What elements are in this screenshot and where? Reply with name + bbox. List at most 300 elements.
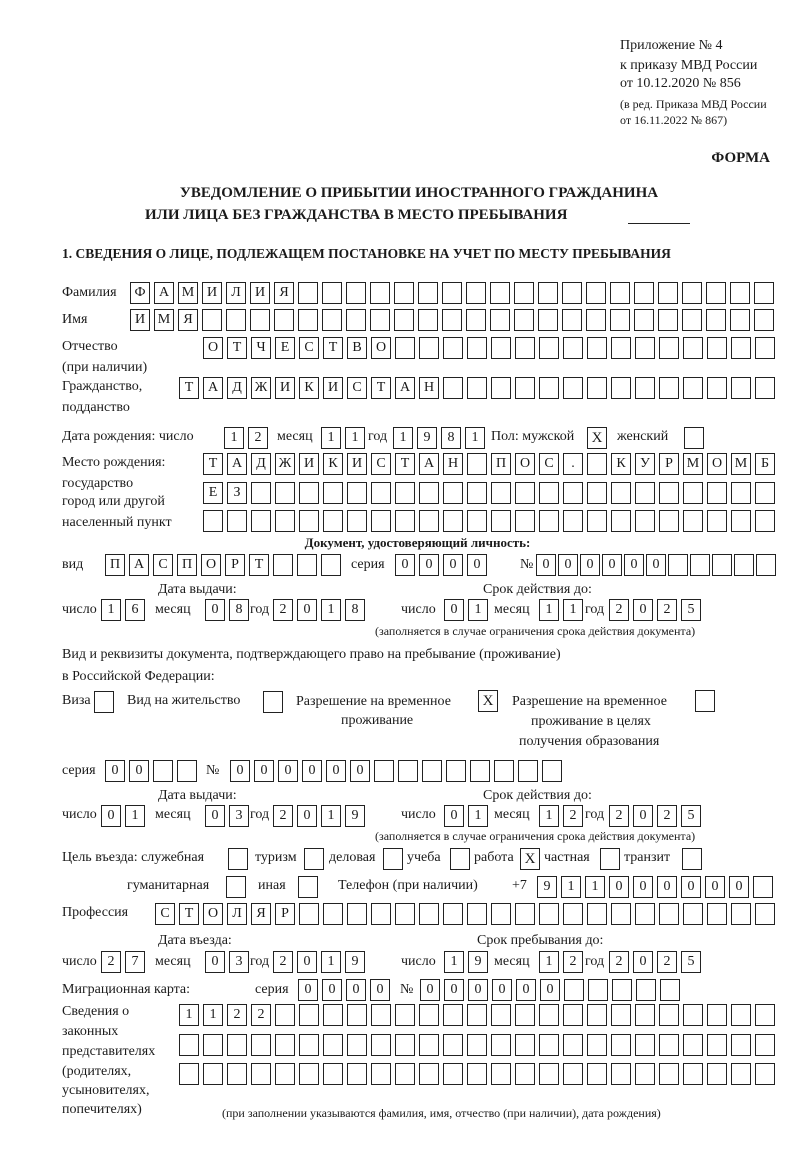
- char-box[interactable]: Т: [227, 337, 247, 359]
- id-valid-month-field[interactable]: [539, 599, 587, 621]
- birth-place-field-1[interactable]: [203, 453, 779, 475]
- char-box[interactable]: 8: [345, 599, 365, 621]
- char-box[interactable]: [611, 903, 631, 925]
- stay-valid-year-field[interactable]: [609, 805, 705, 827]
- char-box[interactable]: [203, 510, 223, 532]
- char-box[interactable]: М: [178, 282, 198, 304]
- char-box[interactable]: 1: [561, 876, 581, 898]
- char-box[interactable]: 2: [657, 805, 677, 827]
- char-box[interactable]: Т: [371, 377, 391, 399]
- char-box[interactable]: И: [130, 309, 150, 331]
- char-box[interactable]: [346, 309, 366, 331]
- char-box[interactable]: [731, 1063, 751, 1085]
- char-box[interactable]: [274, 309, 294, 331]
- char-box[interactable]: [227, 510, 247, 532]
- char-box[interactable]: [611, 1034, 631, 1056]
- char-box[interactable]: 0: [350, 760, 370, 782]
- char-box[interactable]: 0: [536, 554, 556, 576]
- char-box[interactable]: [586, 282, 606, 304]
- char-box[interactable]: [658, 282, 678, 304]
- char-box[interactable]: [538, 309, 558, 331]
- char-box[interactable]: [371, 482, 391, 504]
- char-box[interactable]: [563, 482, 583, 504]
- char-box[interactable]: [179, 1034, 199, 1056]
- char-box[interactable]: [443, 337, 463, 359]
- char-box[interactable]: [730, 309, 750, 331]
- char-box[interactable]: О: [371, 337, 391, 359]
- char-box[interactable]: [321, 554, 341, 576]
- char-box[interactable]: [418, 282, 438, 304]
- reps-field-2[interactable]: [179, 1034, 779, 1056]
- char-box[interactable]: [634, 282, 654, 304]
- char-box[interactable]: 0: [370, 979, 390, 1001]
- char-box[interactable]: [587, 510, 607, 532]
- char-box[interactable]: [611, 377, 631, 399]
- char-box[interactable]: 5: [681, 599, 701, 621]
- char-box[interactable]: 2: [609, 951, 629, 973]
- purpose-transit-checkbox[interactable]: [682, 848, 702, 870]
- char-box[interactable]: [442, 282, 462, 304]
- char-box[interactable]: [539, 1063, 559, 1085]
- char-box[interactable]: [635, 1034, 655, 1056]
- surname-field[interactable]: [130, 282, 778, 304]
- entry-year-field[interactable]: [273, 951, 369, 973]
- stay-valid-day-field[interactable]: [444, 805, 492, 827]
- char-box[interactable]: 0: [602, 554, 622, 576]
- char-box[interactable]: [755, 1034, 775, 1056]
- char-box[interactable]: [398, 760, 418, 782]
- char-box[interactable]: 0: [298, 979, 318, 1001]
- char-box[interactable]: [635, 482, 655, 504]
- char-box[interactable]: 0: [516, 979, 536, 1001]
- char-box[interactable]: 2: [273, 805, 293, 827]
- char-box[interactable]: [467, 337, 487, 359]
- stay-valid-month-field[interactable]: [539, 805, 587, 827]
- char-box[interactable]: 0: [395, 554, 415, 576]
- char-box[interactable]: [538, 282, 558, 304]
- char-box[interactable]: [683, 1063, 703, 1085]
- char-box[interactable]: 0: [419, 554, 439, 576]
- char-box[interactable]: [275, 1004, 295, 1026]
- char-box[interactable]: [683, 903, 703, 925]
- char-box[interactable]: [731, 377, 751, 399]
- char-box[interactable]: [563, 510, 583, 532]
- char-box[interactable]: [707, 1034, 727, 1056]
- char-box[interactable]: [668, 554, 688, 576]
- char-box[interactable]: [514, 309, 534, 331]
- char-box[interactable]: Т: [179, 903, 199, 925]
- char-box[interactable]: [539, 1004, 559, 1026]
- char-box[interactable]: [587, 453, 607, 475]
- char-box[interactable]: 0: [729, 876, 749, 898]
- char-box[interactable]: [273, 554, 293, 576]
- char-box[interactable]: [539, 903, 559, 925]
- char-box[interactable]: С: [299, 337, 319, 359]
- char-box[interactable]: [299, 510, 319, 532]
- char-box[interactable]: Б: [755, 453, 775, 475]
- char-box[interactable]: [707, 377, 727, 399]
- char-box[interactable]: К: [323, 453, 343, 475]
- char-box[interactable]: О: [203, 903, 223, 925]
- char-box[interactable]: С: [371, 453, 391, 475]
- char-box[interactable]: [731, 337, 751, 359]
- char-box[interactable]: [690, 554, 710, 576]
- char-box[interactable]: [395, 1004, 415, 1026]
- char-box[interactable]: [755, 1063, 775, 1085]
- char-box[interactable]: 3: [229, 951, 249, 973]
- char-box[interactable]: [443, 1063, 463, 1085]
- char-box[interactable]: 5: [681, 951, 701, 973]
- char-box[interactable]: [299, 1034, 319, 1056]
- char-box[interactable]: П: [177, 554, 197, 576]
- char-box[interactable]: 0: [129, 760, 149, 782]
- char-box[interactable]: [490, 309, 510, 331]
- char-box[interactable]: Н: [419, 377, 439, 399]
- char-box[interactable]: Д: [251, 453, 271, 475]
- char-box[interactable]: 5: [681, 805, 701, 827]
- char-box[interactable]: Р: [225, 554, 245, 576]
- char-box[interactable]: [515, 1063, 535, 1085]
- char-box[interactable]: 0: [297, 805, 317, 827]
- patronymic-field[interactable]: [203, 337, 779, 359]
- char-box[interactable]: 0: [230, 760, 250, 782]
- char-box[interactable]: 0: [302, 760, 322, 782]
- char-box[interactable]: [542, 760, 562, 782]
- char-box[interactable]: [491, 1063, 511, 1085]
- char-box[interactable]: [298, 309, 318, 331]
- char-box[interactable]: [323, 482, 343, 504]
- char-box[interactable]: [275, 510, 295, 532]
- char-box[interactable]: [730, 282, 750, 304]
- visa-checkbox[interactable]: [94, 691, 114, 713]
- char-box[interactable]: [636, 979, 656, 1001]
- char-box[interactable]: [539, 337, 559, 359]
- char-box[interactable]: [515, 337, 535, 359]
- char-box[interactable]: [491, 337, 511, 359]
- char-box[interactable]: [612, 979, 632, 1001]
- id-issue-day-field[interactable]: [101, 599, 149, 621]
- char-box[interactable]: [518, 760, 538, 782]
- char-box[interactable]: 1: [125, 805, 145, 827]
- stay-issue-year-field[interactable]: [273, 805, 369, 827]
- char-box[interactable]: И: [347, 453, 367, 475]
- char-box[interactable]: [443, 903, 463, 925]
- char-box[interactable]: С: [155, 903, 175, 925]
- char-box[interactable]: 0: [624, 554, 644, 576]
- char-box[interactable]: [227, 1063, 247, 1085]
- char-box[interactable]: П: [105, 554, 125, 576]
- char-box[interactable]: 1: [539, 805, 559, 827]
- char-box[interactable]: [422, 760, 442, 782]
- char-box[interactable]: [683, 337, 703, 359]
- stay-until-year-field[interactable]: [609, 951, 705, 973]
- char-box[interactable]: И: [299, 453, 319, 475]
- char-box[interactable]: [514, 282, 534, 304]
- char-box[interactable]: [515, 903, 535, 925]
- char-box[interactable]: 0: [105, 760, 125, 782]
- char-box[interactable]: 9: [345, 951, 365, 973]
- char-box[interactable]: 0: [681, 876, 701, 898]
- char-box[interactable]: [203, 1063, 223, 1085]
- char-box[interactable]: И: [275, 377, 295, 399]
- reps-field-1[interactable]: [179, 1004, 779, 1026]
- char-box[interactable]: 0: [558, 554, 578, 576]
- char-box[interactable]: [177, 760, 197, 782]
- purpose-work-checkbox[interactable]: X: [520, 848, 540, 870]
- char-box[interactable]: 0: [705, 876, 725, 898]
- char-box[interactable]: [563, 377, 583, 399]
- stay-until-month-field[interactable]: [539, 951, 587, 973]
- char-box[interactable]: [659, 482, 679, 504]
- char-box[interactable]: [515, 482, 535, 504]
- char-box[interactable]: О: [707, 453, 727, 475]
- char-box[interactable]: Т: [203, 453, 223, 475]
- char-box[interactable]: [611, 1063, 631, 1085]
- char-box[interactable]: [275, 1034, 295, 1056]
- char-box[interactable]: 0: [322, 979, 342, 1001]
- id-issue-month-field[interactable]: [205, 599, 253, 621]
- char-box[interactable]: Д: [227, 377, 247, 399]
- char-box[interactable]: [731, 1004, 751, 1026]
- char-box[interactable]: [443, 1004, 463, 1026]
- char-box[interactable]: [706, 309, 726, 331]
- char-box[interactable]: [467, 1004, 487, 1026]
- char-box[interactable]: 0: [278, 760, 298, 782]
- char-box[interactable]: [683, 377, 703, 399]
- title-blank-line[interactable]: [628, 223, 690, 224]
- char-box[interactable]: [706, 282, 726, 304]
- char-box[interactable]: Е: [203, 482, 223, 504]
- char-box[interactable]: [731, 510, 751, 532]
- char-box[interactable]: [323, 1034, 343, 1056]
- char-box[interactable]: [467, 377, 487, 399]
- purpose-official-checkbox[interactable]: [228, 848, 248, 870]
- char-box[interactable]: [394, 309, 414, 331]
- char-box[interactable]: [347, 903, 367, 925]
- char-box[interactable]: 0: [540, 979, 560, 1001]
- char-box[interactable]: Р: [659, 453, 679, 475]
- char-box[interactable]: 0: [297, 599, 317, 621]
- char-box[interactable]: [298, 282, 318, 304]
- char-box[interactable]: К: [611, 453, 631, 475]
- char-box[interactable]: [297, 554, 317, 576]
- char-box[interactable]: [731, 482, 751, 504]
- char-box[interactable]: [586, 309, 606, 331]
- char-box[interactable]: [419, 1034, 439, 1056]
- char-box[interactable]: И: [202, 282, 222, 304]
- char-box[interactable]: С: [539, 453, 559, 475]
- birth-year-field[interactable]: [393, 427, 489, 449]
- char-box[interactable]: [491, 377, 511, 399]
- char-box[interactable]: 1: [539, 599, 559, 621]
- char-box[interactable]: [371, 1034, 391, 1056]
- char-box[interactable]: [347, 1063, 367, 1085]
- char-box[interactable]: А: [203, 377, 223, 399]
- char-box[interactable]: [563, 903, 583, 925]
- char-box[interactable]: [395, 337, 415, 359]
- char-box[interactable]: 1: [444, 951, 464, 973]
- char-box[interactable]: [515, 510, 535, 532]
- char-box[interactable]: [322, 282, 342, 304]
- char-box[interactable]: 9: [345, 805, 365, 827]
- char-box[interactable]: [635, 377, 655, 399]
- char-box[interactable]: Л: [227, 903, 247, 925]
- char-box[interactable]: [611, 1004, 631, 1026]
- char-box[interactable]: [707, 903, 727, 925]
- char-box[interactable]: [442, 309, 462, 331]
- char-box[interactable]: 1: [585, 876, 605, 898]
- char-box[interactable]: Ж: [275, 453, 295, 475]
- residence-checkbox[interactable]: [263, 691, 283, 713]
- char-box[interactable]: [659, 510, 679, 532]
- char-box[interactable]: [275, 482, 295, 504]
- char-box[interactable]: М: [154, 309, 174, 331]
- char-box[interactable]: [755, 903, 775, 925]
- char-box[interactable]: 3: [229, 805, 249, 827]
- char-box[interactable]: [588, 979, 608, 1001]
- char-box[interactable]: [539, 1034, 559, 1056]
- stay-until-day-field[interactable]: [444, 951, 492, 973]
- char-box[interactable]: [515, 1034, 535, 1056]
- char-box[interactable]: [347, 482, 367, 504]
- char-box[interactable]: [539, 510, 559, 532]
- char-box[interactable]: [371, 510, 391, 532]
- char-box[interactable]: [323, 903, 343, 925]
- char-box[interactable]: [275, 1063, 295, 1085]
- char-box[interactable]: Т: [395, 453, 415, 475]
- temp-permit-checkbox[interactable]: X: [478, 690, 498, 712]
- char-box[interactable]: А: [395, 377, 415, 399]
- citizenship-field[interactable]: [179, 377, 779, 399]
- purpose-study-checkbox[interactable]: [450, 848, 470, 870]
- char-box[interactable]: 0: [297, 951, 317, 973]
- char-box[interactable]: [251, 1034, 271, 1056]
- char-box[interactable]: [712, 554, 732, 576]
- char-box[interactable]: О: [203, 337, 223, 359]
- birth-day-field[interactable]: [224, 427, 272, 449]
- mig-number-field[interactable]: [420, 979, 684, 1001]
- purpose-humanitarian-checkbox[interactable]: [226, 876, 246, 898]
- char-box[interactable]: 0: [467, 554, 487, 576]
- char-box[interactable]: [227, 1034, 247, 1056]
- char-box[interactable]: 1: [321, 951, 341, 973]
- char-box[interactable]: Н: [443, 453, 463, 475]
- char-box[interactable]: 1: [563, 599, 583, 621]
- char-box[interactable]: [659, 1034, 679, 1056]
- char-box[interactable]: [491, 1034, 511, 1056]
- char-box[interactable]: П: [491, 453, 511, 475]
- char-box[interactable]: [418, 309, 438, 331]
- id-issue-year-field[interactable]: [273, 599, 369, 621]
- char-box[interactable]: 0: [444, 805, 464, 827]
- entry-month-field[interactable]: [205, 951, 253, 973]
- char-box[interactable]: 1: [393, 427, 413, 449]
- char-box[interactable]: [466, 309, 486, 331]
- char-box[interactable]: [395, 1034, 415, 1056]
- char-box[interactable]: Ч: [251, 337, 271, 359]
- id-series-field[interactable]: [395, 554, 491, 576]
- char-box[interactable]: 9: [537, 876, 557, 898]
- char-box[interactable]: [203, 1034, 223, 1056]
- char-box[interactable]: 0: [633, 805, 653, 827]
- char-box[interactable]: [419, 482, 439, 504]
- char-box[interactable]: 0: [254, 760, 274, 782]
- char-box[interactable]: [466, 282, 486, 304]
- char-box[interactable]: [587, 903, 607, 925]
- stay-issue-month-field[interactable]: [205, 805, 253, 827]
- entry-day-field[interactable]: [101, 951, 149, 973]
- char-box[interactable]: [587, 482, 607, 504]
- char-box[interactable]: Я: [178, 309, 198, 331]
- stay-number-field[interactable]: [230, 760, 566, 782]
- char-box[interactable]: [611, 510, 631, 532]
- char-box[interactable]: [753, 876, 773, 898]
- char-box[interactable]: 0: [205, 599, 225, 621]
- char-box[interactable]: [707, 1004, 727, 1026]
- char-box[interactable]: [539, 377, 559, 399]
- char-box[interactable]: 2: [248, 427, 268, 449]
- char-box[interactable]: [467, 1034, 487, 1056]
- char-box[interactable]: [443, 1034, 463, 1056]
- char-box[interactable]: Л: [226, 282, 246, 304]
- char-box[interactable]: [491, 903, 511, 925]
- char-box[interactable]: 1: [468, 805, 488, 827]
- char-box[interactable]: [323, 1063, 343, 1085]
- char-box[interactable]: [370, 309, 390, 331]
- char-box[interactable]: [395, 1063, 415, 1085]
- birth-place-field-2[interactable]: [203, 482, 779, 504]
- char-box[interactable]: 1: [101, 599, 121, 621]
- char-box[interactable]: [490, 282, 510, 304]
- char-box[interactable]: 9: [417, 427, 437, 449]
- char-box[interactable]: 8: [441, 427, 461, 449]
- char-box[interactable]: [562, 309, 582, 331]
- char-box[interactable]: [250, 309, 270, 331]
- char-box[interactable]: [515, 1004, 535, 1026]
- char-box[interactable]: М: [683, 453, 703, 475]
- char-box[interactable]: [515, 377, 535, 399]
- char-box[interactable]: [731, 1034, 751, 1056]
- char-box[interactable]: [587, 1004, 607, 1026]
- id-kind-field[interactable]: [105, 554, 345, 576]
- char-box[interactable]: [467, 453, 487, 475]
- char-box[interactable]: И: [323, 377, 343, 399]
- char-box[interactable]: [587, 337, 607, 359]
- char-box[interactable]: [682, 282, 702, 304]
- char-box[interactable]: [610, 309, 630, 331]
- char-box[interactable]: [707, 337, 727, 359]
- char-box[interactable]: [731, 903, 751, 925]
- char-box[interactable]: 1: [321, 805, 341, 827]
- char-box[interactable]: [322, 309, 342, 331]
- edu-permit-checkbox[interactable]: [695, 690, 715, 712]
- char-box[interactable]: [660, 979, 680, 1001]
- char-box[interactable]: [587, 1063, 607, 1085]
- char-box[interactable]: 2: [273, 599, 293, 621]
- char-box[interactable]: [467, 482, 487, 504]
- char-box[interactable]: 1: [539, 951, 559, 973]
- char-box[interactable]: [611, 482, 631, 504]
- char-box[interactable]: 2: [563, 805, 583, 827]
- char-box[interactable]: Я: [274, 282, 294, 304]
- phone-field[interactable]: [537, 876, 777, 898]
- char-box[interactable]: 0: [609, 876, 629, 898]
- char-box[interactable]: [682, 309, 702, 331]
- char-box[interactable]: [755, 1004, 775, 1026]
- char-box[interactable]: [419, 1063, 439, 1085]
- profession-field[interactable]: [155, 903, 779, 925]
- char-box[interactable]: 2: [609, 599, 629, 621]
